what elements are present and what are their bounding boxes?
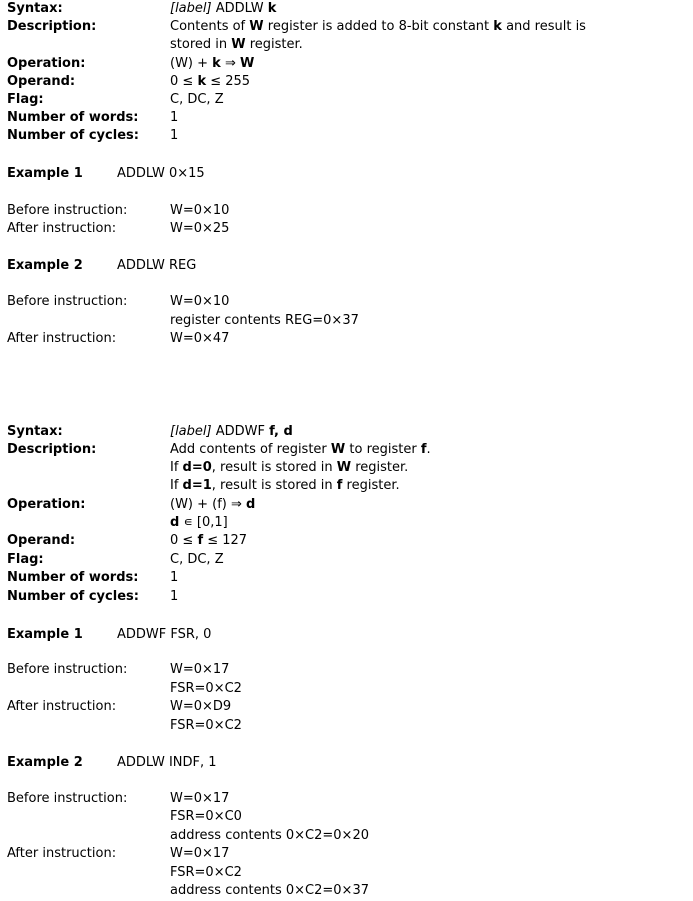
syntax-label: Syntax: (7, 424, 63, 439)
before-value: W=0×10 (170, 203, 230, 218)
flag-label: Flag: (7, 92, 44, 107)
operand-label: Operand: (7, 533, 76, 548)
addwf-description-row (0, 441, 693, 459)
description-line-2: stored in W register. (170, 37, 303, 52)
description-label: Description: (7, 19, 97, 34)
syntax-label: Syntax: (7, 1, 63, 16)
addwf-example2-after-2 (0, 864, 693, 882)
addlw-example1-before (0, 202, 693, 220)
addwf-example2-before-3 (0, 827, 693, 845)
addlw-example1-header (0, 165, 693, 183)
after-value: W=0×D9 (170, 699, 232, 714)
addwf-example2-before-2 (0, 808, 693, 826)
example-title: Example 2 (7, 258, 83, 273)
addwf-example2-after (0, 845, 693, 863)
addwf-cycles-row (0, 588, 693, 606)
addwf-syntax-row (0, 423, 693, 441)
example-code: ADDLW REG (117, 258, 197, 273)
description-line-1: Add contents of register W to register f. (170, 442, 431, 457)
flag-value: C, DC, Z (170, 92, 224, 107)
before-label: Before instruction: (7, 791, 128, 806)
before-value: register contents REG=0×37 (170, 313, 359, 328)
addwf-words-row (0, 569, 693, 587)
operand-label: Operand: (7, 74, 76, 89)
addlw-operand-row (0, 73, 693, 91)
addwf-description-row-2 (0, 459, 693, 477)
operation-label: Operation: (7, 497, 86, 512)
example-code: ADDLW 0×15 (117, 166, 205, 181)
description-line-3: If d=1, result is stored in f register. (170, 478, 400, 493)
addwf-operation-row (0, 496, 693, 514)
flag-value: C, DC, Z (170, 552, 224, 567)
addwf-example1-header (0, 626, 693, 644)
addwf-example2-after-3 (0, 882, 693, 900)
addlw-description-row (0, 18, 693, 36)
before-value: W=0×17 (170, 791, 230, 806)
addwf-example1-before-2 (0, 680, 693, 698)
before-value: address contents 0×C2=0×20 (170, 828, 369, 843)
before-value: FSR=0×C0 (170, 809, 242, 824)
addwf-example1-after-2 (0, 717, 693, 735)
cycles-value: 1 (170, 128, 179, 143)
example-code: ADDLW INDF, 1 (117, 755, 217, 770)
addlw-words-row (0, 109, 693, 127)
addwf-flag-row (0, 551, 693, 569)
cycles-label: Number of cycles: (7, 128, 139, 143)
cycles-value: 1 (170, 589, 179, 604)
after-value: FSR=0×C2 (170, 718, 242, 733)
addwf-example1-before (0, 661, 693, 679)
after-value: W=0×25 (170, 221, 230, 236)
cycles-label: Number of cycles: (7, 589, 139, 604)
after-value: W=0×17 (170, 846, 230, 861)
flag-label: Flag: (7, 552, 44, 567)
example-title: Example 1 (7, 166, 83, 181)
words-value: 1 (170, 110, 179, 125)
operation-value: (W) + (f) ⇒ d (170, 497, 256, 512)
addlw-syntax-row (0, 0, 693, 18)
after-value: FSR=0×C2 (170, 865, 242, 880)
after-label: After instruction: (7, 331, 117, 346)
before-label: Before instruction: (7, 662, 128, 677)
example-title: Example 2 (7, 755, 83, 770)
after-label: After instruction: (7, 699, 117, 714)
before-value: W=0×17 (170, 662, 230, 677)
before-value: FSR=0×C2 (170, 681, 242, 696)
addwf-example2-before (0, 790, 693, 808)
words-value: 1 (170, 570, 179, 585)
before-value: W=0×10 (170, 294, 230, 309)
addwf-example1-after (0, 698, 693, 716)
addlw-operation-row (0, 55, 693, 73)
example-title: Example 1 (7, 627, 83, 642)
before-label: Before instruction: (7, 203, 128, 218)
addlw-example1-after (0, 220, 693, 238)
addlw-description-row-2 (0, 36, 693, 54)
syntax-value: [label] ADDWF f, d (170, 424, 293, 439)
after-value: W=0×47 (170, 331, 230, 346)
addlw-example2-before-2 (0, 312, 693, 330)
addlw-example2-after (0, 330, 693, 348)
before-label: Before instruction: (7, 294, 128, 309)
example-code: ADDWF FSR, 0 (117, 627, 212, 642)
operation-label: Operation: (7, 56, 86, 71)
description-line-2: If d=0, result is stored in W register. (170, 460, 409, 475)
after-label: After instruction: (7, 221, 117, 236)
operation-value-2: d ∊ [0,1] (170, 515, 228, 530)
description-line-1: Contents of W register is added to 8-bit constant k and result is (170, 19, 586, 34)
addlw-example2-header (0, 257, 693, 275)
after-value: address contents 0×C2=0×37 (170, 883, 369, 898)
words-label: Number of words: (7, 110, 139, 125)
addlw-example2-before (0, 293, 693, 311)
addlw-flag-row (0, 91, 693, 109)
addwf-operand-row (0, 532, 693, 550)
addwf-operation-row-2 (0, 514, 693, 532)
operand-value: 0 ≤ k ≤ 255 (170, 74, 251, 89)
addwf-description-row-3 (0, 477, 693, 495)
words-label: Number of words: (7, 570, 139, 585)
operand-value: 0 ≤ f ≤ 127 (170, 533, 248, 548)
operation-value: (W) + k ⇒ W (170, 56, 255, 71)
addwf-example2-header (0, 754, 693, 772)
addlw-cycles-row (0, 127, 693, 145)
after-label: After instruction: (7, 846, 117, 861)
syntax-value: [label] ADDLW k (170, 1, 277, 16)
description-label: Description: (7, 442, 97, 457)
